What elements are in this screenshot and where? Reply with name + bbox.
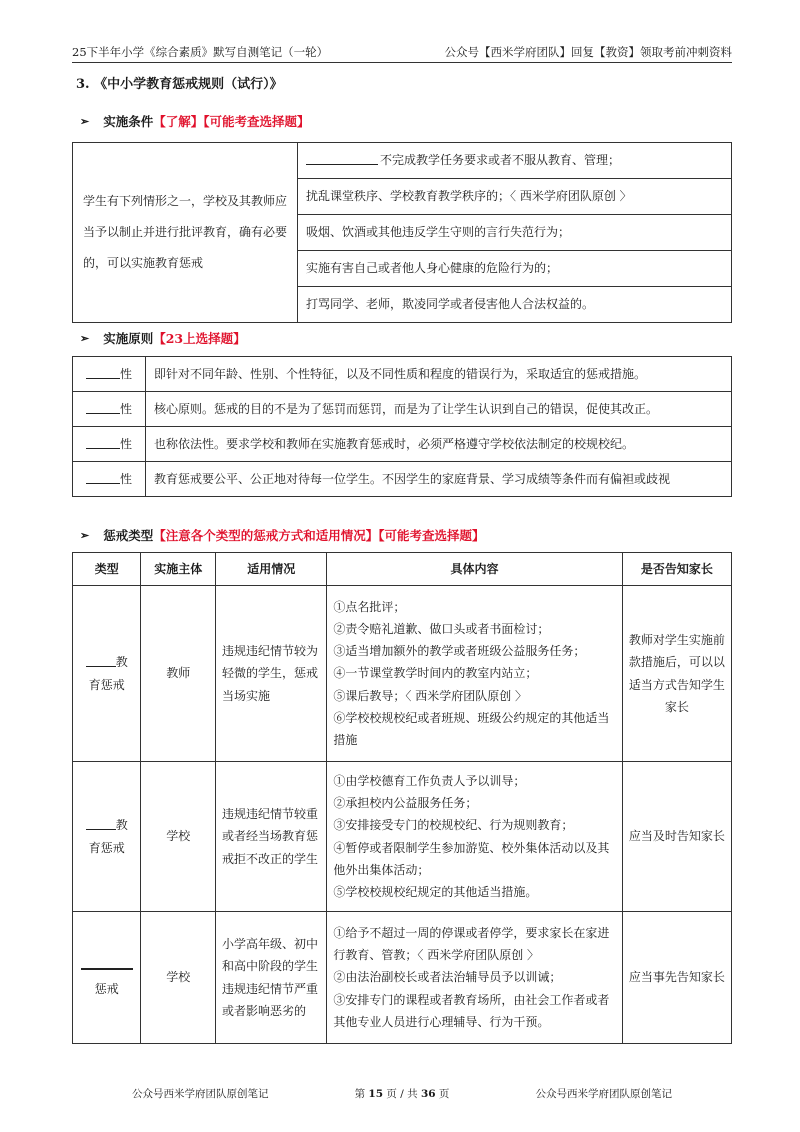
situation-cell: 违规违纪情节较重或者经当场教育惩戒拒不改正的学生 xyxy=(216,762,327,912)
principle-row xyxy=(73,462,732,497)
subject-cell: 学校 xyxy=(141,762,216,912)
content-cell: ①给予不超过一周的停课或者停学，要求家长在家进行教育、管教；〈 西米学府团队原创 〉 ②由法治副校长或者法治辅导员予以训诫； ③安排专门的课程或者教育场所，由社会工作者或者其他专业人员进行心理辅导、行为干预。 xyxy=(327,912,622,1044)
tag: 【可能考查选择题】 xyxy=(203,114,310,129)
column-header: 具体内容 xyxy=(327,553,622,586)
tag: 【23上选择题】 xyxy=(153,331,246,346)
page-footer xyxy=(132,1086,672,1101)
tag: 【了解】 xyxy=(153,114,204,129)
principle-text: 核心原则。惩戒的目的不是为了惩罚而惩罚，而是为了让学生认识到自己的错误，促使其改正。 xyxy=(146,392,732,427)
fill-blank xyxy=(81,956,133,970)
condition-item: 扰乱课堂秩序、学校教育教学秩序的；〈 西米学府团队原创 〉 xyxy=(298,179,732,215)
footer-right: 公众号西米学府团队原创笔记 xyxy=(535,1088,672,1100)
subsection-label: 实施条件 xyxy=(103,114,154,129)
fill-blank xyxy=(306,152,378,165)
conditions-table xyxy=(72,142,732,323)
tag: 【注意各个类型的惩戒方式和适用情况】 xyxy=(153,528,379,543)
table-header-row xyxy=(73,553,732,586)
notify-cell: 应当及时告知家长 xyxy=(622,762,731,912)
table-row xyxy=(73,586,732,762)
column-header: 是否告知家长 xyxy=(622,553,731,586)
subsection-conditions xyxy=(80,112,310,130)
situation-cell: 违规违纪情节较为轻微的学生，惩戒当场实施 xyxy=(216,586,327,762)
principle-text: 即针对不同年龄、性别、个性特征，以及不同性质和程度的错误行为，采取适宜的惩戒措施。 xyxy=(146,357,732,392)
section-title: 3. 《中小学教育惩戒规则（试行）》 xyxy=(76,77,283,92)
situation-cell: 小学高年级、初中和高中阶段的学生违规违纪情节严重或者影响恶劣的 xyxy=(216,912,327,1044)
principle-row xyxy=(73,392,732,427)
condition-item: 实施有害自己或者他人身心健康的危险行为的； xyxy=(298,251,732,287)
subsection-label: 实施原则 xyxy=(103,331,154,346)
arrow-icon: ➢ xyxy=(80,528,90,542)
notify-cell: 教师对学生实施前款措施后，可以以适当方式告知学生家长 xyxy=(622,586,731,762)
header-right: 公众号【西米学府团队】回复【教资】领取考前冲刺资料 xyxy=(444,45,732,59)
footer-left: 公众号西米学府团队原创笔记 xyxy=(132,1088,269,1100)
column-header: 适用情况 xyxy=(216,553,327,586)
column-header: 实施主体 xyxy=(141,553,216,586)
page-header xyxy=(72,40,732,63)
subject-cell: 学校 xyxy=(141,912,216,1044)
type-cell: 教 育惩戒 xyxy=(73,586,141,762)
principle-label: 性 xyxy=(73,462,146,497)
notify-cell: 应当事先告知家长 xyxy=(622,912,731,1044)
principle-text: 也称依法性。要求学校和教师在实施教育惩戒时，必须严格遵守学校依法制定的校规校纪。 xyxy=(146,427,732,462)
type-cell: 教 育惩戒 xyxy=(73,762,141,912)
subsection-label: 惩戒类型 xyxy=(103,528,154,543)
types-table xyxy=(72,552,732,1044)
condition-item: 不完成教学任务要求或者不服从教育、管理； xyxy=(298,143,732,179)
principles-table xyxy=(72,356,732,497)
content-cell: ①由学校德育工作负责人予以训导； ②承担校内公益服务任务； ③安排接受专门的校规校纪、行为规则教育； ④暂停或者限制学生参加游览、校外集体活动以及其他外出集体活动； ⑤学校校规校纪规定的其他适当措施。 xyxy=(327,762,622,912)
subsection-principles xyxy=(80,329,246,347)
arrow-icon: ➢ xyxy=(80,331,90,345)
principle-row xyxy=(73,427,732,462)
content-cell: ①点名批评； ②责令赔礼道歉、做口头或者书面检讨； ③适当增加额外的教学或者班级公益服务任务； ④一节课堂教学时间内的教室内站立； ⑤课后教导；〈 西米学府团队原创 〉 ⑥学校校规校纪或者班规、班级公约规定的其他适当措施 xyxy=(327,586,622,762)
page-number: 第 15 页 / 共 36 页 xyxy=(354,1088,450,1100)
principle-label: 性 xyxy=(73,392,146,427)
conditions-left-text: 学生有下列情形之一，学校及其教师应当予以制止并进行批评教育，确有必要的，可以实施教育惩戒 xyxy=(73,143,298,323)
arrow-icon: ➢ xyxy=(80,114,90,128)
principle-row xyxy=(73,357,732,392)
table-row xyxy=(73,762,732,912)
table-row xyxy=(73,912,732,1044)
principle-label: 性 xyxy=(73,427,146,462)
subject-cell: 教师 xyxy=(141,586,216,762)
tag: 【可能考查选择题】 xyxy=(378,528,485,543)
principle-label: 性 xyxy=(73,357,146,392)
principle-text: 教育惩戒要公平、公正地对待每一位学生。不因学生的家庭背景、学习成绩等条件而有偏袒或歧视 xyxy=(146,462,732,497)
type-cell: 惩戒 xyxy=(73,912,141,1044)
subsection-types xyxy=(80,526,485,544)
condition-item: 打骂同学、老师，欺凌同学或者侵害他人合法权益的。 xyxy=(298,287,732,323)
header-left: 25下半年小学《综合素质》默写自测笔记（一轮） xyxy=(72,45,329,59)
column-header: 类型 xyxy=(73,553,141,586)
condition-item: 吸烟、饮酒或其他违反学生守则的言行失范行为； xyxy=(298,215,732,251)
